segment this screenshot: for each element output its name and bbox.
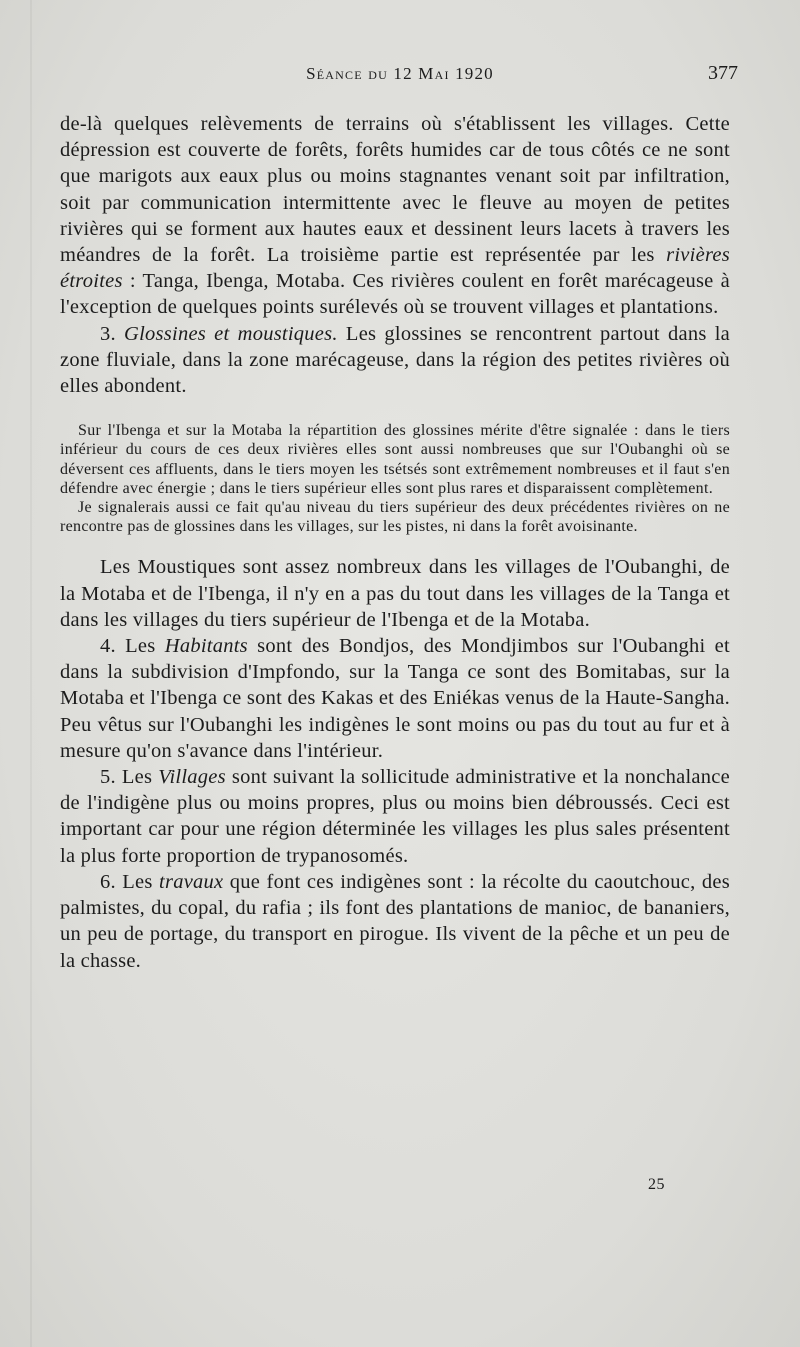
signature-mark: 25 — [648, 1176, 665, 1193]
italic-term: Villages — [158, 766, 226, 789]
paragraph-p3 — [60, 554, 730, 633]
text-run: de-là quelques relèvements de terrains où s'établissent les villages. Cette dépression est couverte de forêts, forêts humides car de tous côtés ce ne sont que marigots aux eaux plus ou moins stagnantes venant soit par infiltration, soit par communication intermittente avec le fleuve au moyen de petites rivières qui se forment aux hautes eaux et dessinent leurs lacets à travers les méandres de la forêt. La troisième partie est représentée par les — [60, 113, 730, 267]
running-title-date: 12 Mai 1920 — [393, 64, 494, 83]
small-print-notes — [60, 421, 730, 536]
paragraph-p2 — [60, 321, 730, 400]
paragraph-p5 — [60, 764, 730, 869]
running-title-prefix: Séance du — [306, 64, 394, 83]
paragraph-p1 — [60, 111, 730, 321]
running-header — [60, 64, 740, 94]
text-run: Les Moustiques sont assez nombreux dans les villages de l'Oubanghi, de la Motaba et de l'Ibenga, il n'y en a pas du tout dans les villages de la Tanga et dans les villages du tiers supérieur de l'Ibenga et de la Motaba. — [60, 556, 730, 631]
main-paragraphs-bottom — [60, 554, 730, 973]
page-number: 377 — [708, 62, 738, 84]
text-run: sont suivant la sollicitude administrative et la nonchalance de l'indigène plus ou moins propres, plus ou moins bien débroussés. Ceci est important car pour une région déterminée les villages les plus sales présentent la plus forte proportion de trypanosomés. — [60, 766, 730, 867]
italic-term: Habitants — [164, 635, 248, 658]
italic-term: travaux — [159, 870, 224, 893]
paragraph-p6 — [60, 869, 730, 974]
page-gutter-shadow — [30, 0, 32, 1347]
text-run: 4. Les — [100, 635, 165, 658]
body-text — [60, 111, 730, 974]
small-paragraph-s2: Je signalerais aussi ce fait qu'au niveau du tiers supérieur des deux précédentes rivières on ne rencontre pas de glossines dans les villages, sur les pistes, ni dans la forêt avoisinante. — [60, 499, 730, 536]
italic-term: rivières étroites — [60, 244, 730, 293]
text-run: 5. Les — [100, 766, 159, 789]
text-run: Les glossines se rencontrent partout dans la zone fluviale, dans la zone marécageuse, dans la région des petites rivières où elles abondent. — [60, 322, 730, 398]
text-run: 3. — [100, 322, 125, 345]
text-run: que font ces indigènes sont : la récolte du caoutchouc, des palmistes, du copal, du rafia ; ils font des plantations de manioc, de bananiers, un peu de portage, du transport en pirogue. Ils vivent de la pêche et un peu de la chasse. — [60, 870, 730, 972]
text-run: : Tanga, Ibenga, Motaba. Ces rivières coulent en forêt marécageuse à l'exception de quelques points surélevés où se trouvent villages et plantations. — [60, 270, 730, 319]
paragraph-p4 — [60, 633, 730, 764]
small-paragraph-s1: Sur l'Ibenga et sur la Motaba la répartition des glossines mérite d'être signalée : dans le tiers inférieur du cours de ces deux rivières elles sont aussi nombreuses que sur l'Oubanghi où se déversent ces affluents, dans le tiers moyen les tsétsés sont extrêmement nombreuses et il faut s'en défendre avec énergie ; dans le tiers supérieur elles sont plus rares et disparaissent complètement. — [60, 422, 730, 497]
italic-term: Glossines et moustiques. — [124, 322, 338, 345]
running-title — [60, 64, 740, 84]
main-paragraphs-top — [60, 111, 730, 399]
text-run: sont des Bondjos, des Mondjimbos sur l'Oubanghi et dans la subdivision d'Impfondo, sur la Tanga ce sont des Bomitabas, sur la Motaba et l'Ibenga ce sont des Kakas et des Eniékas venus de la Haute-Sangha. Peu vêtus sur l'Oubanghi les indigènes le sont moins ou pas du tout au fur et à mesure qu'on s'avance dans l'intérieur. — [60, 635, 730, 762]
text-run: 6. Les — [100, 870, 160, 893]
